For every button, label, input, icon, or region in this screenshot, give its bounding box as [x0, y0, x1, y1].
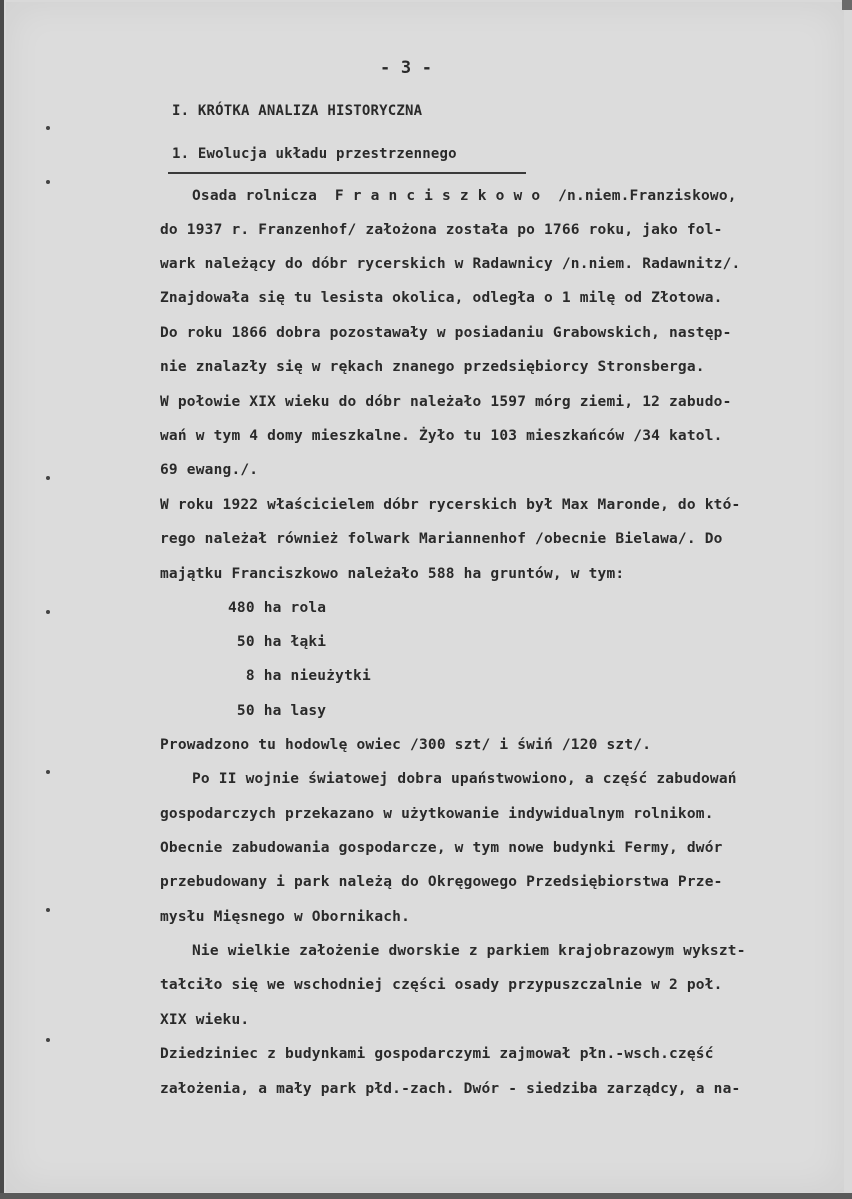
text-line: Dziedziniec z budynkami gospodarczymi zajmował płn.-wsch.część	[160, 1046, 714, 1062]
text-line: XIX wieku.	[160, 1012, 250, 1028]
margin-mark	[46, 180, 50, 184]
text-line: nie znalazły się w rękach znanego przedsiębiorcy Stronsberga.	[160, 359, 705, 375]
scan-bottom-edge	[0, 1193, 852, 1199]
section-heading: I. KRÓTKA ANALIZA HISTORYCZNA	[172, 103, 423, 119]
margin-mark	[46, 770, 50, 774]
land-item: 50 ha łąki	[228, 634, 327, 650]
land-item: 480 ha rola	[228, 600, 327, 616]
page-number: - 3 -	[380, 58, 433, 78]
text-line: Nie wielkie założenie dworskie z parkiem krajobrazowym wykszt-	[192, 943, 746, 959]
text-line: tałciło się we wschodniej części osady przypuszczalnie w 2 poł.	[160, 977, 723, 993]
margin-mark	[46, 908, 50, 912]
land-item: 50 ha lasy	[228, 703, 327, 719]
margin-mark	[46, 1038, 50, 1042]
land-item: 8 ha nieużytki	[228, 668, 371, 684]
text-line: założenia, a mały park płd.-zach. Dwór - siedziba zarządcy, a na-	[160, 1081, 741, 1097]
margin-mark	[46, 610, 50, 614]
text-line: wań w tym 4 domy mieszkalne. Żyło tu 103 mieszkańców /34 katol.	[160, 428, 723, 444]
text-line: Obecnie zabudowania gospodarcze, w tym nowe budynki Fermy, dwór	[160, 840, 723, 856]
subsection-underline	[168, 172, 526, 174]
document-page	[6, 2, 844, 1192]
text-line: Po II wojnie światowej dobra upaństwowiono, a część zabudowań	[192, 771, 737, 787]
text-line: 69 ewang./.	[160, 462, 259, 478]
text-line: W roku 1922 właścicielem dóbr rycerskich był Max Maronde, do któ-	[160, 497, 741, 513]
text-line: do 1937 r. Franzenhof/ założona została po 1766 roku, jako fol-	[160, 222, 723, 238]
text-line: Znajdowała się tu lesista okolica, odległa o 1 milę od Złotowa.	[160, 290, 723, 306]
margin-mark	[46, 126, 50, 130]
scan-left-edge	[0, 0, 4, 1199]
text-line: wark należący do dóbr rycerskich w Radawnicy /n.niem. Radawnitz/.	[160, 256, 741, 272]
subsection-heading: 1. Ewolucja układu przestrzennego	[172, 146, 457, 162]
text-line: W połowie XIX wieku do dóbr należało 1597 mórg ziemi, 12 zabudo-	[160, 394, 732, 410]
text-line: Do roku 1866 dobra pozostawały w posiadaniu Grabowskich, następ-	[160, 325, 732, 341]
text-line: rego należał również folwark Mariannenhof /obecnie Bielawa/. Do	[160, 531, 723, 547]
text-line: Osada rolnicza F r a n c i s z k o w o /n.niem.Franziskowo,	[192, 188, 737, 204]
text-line: majątku Franciszkowo należało 588 ha gruntów, w tym:	[160, 566, 625, 582]
margin-mark	[46, 476, 50, 480]
text-line: mysłu Mięsnego w Obornikach.	[160, 909, 411, 925]
text-line: przebudowany i park należą do Okręgowego Przedsiębiorstwa Prze-	[160, 874, 723, 890]
text-line: gospodarczych przekazano w użytkowanie indywidualnym rolnikom.	[160, 806, 714, 822]
scan-corner-mark	[842, 0, 852, 10]
text-line: Prowadzono tu hodowlę owiec /300 szt/ i świń /120 szt/.	[160, 737, 652, 753]
